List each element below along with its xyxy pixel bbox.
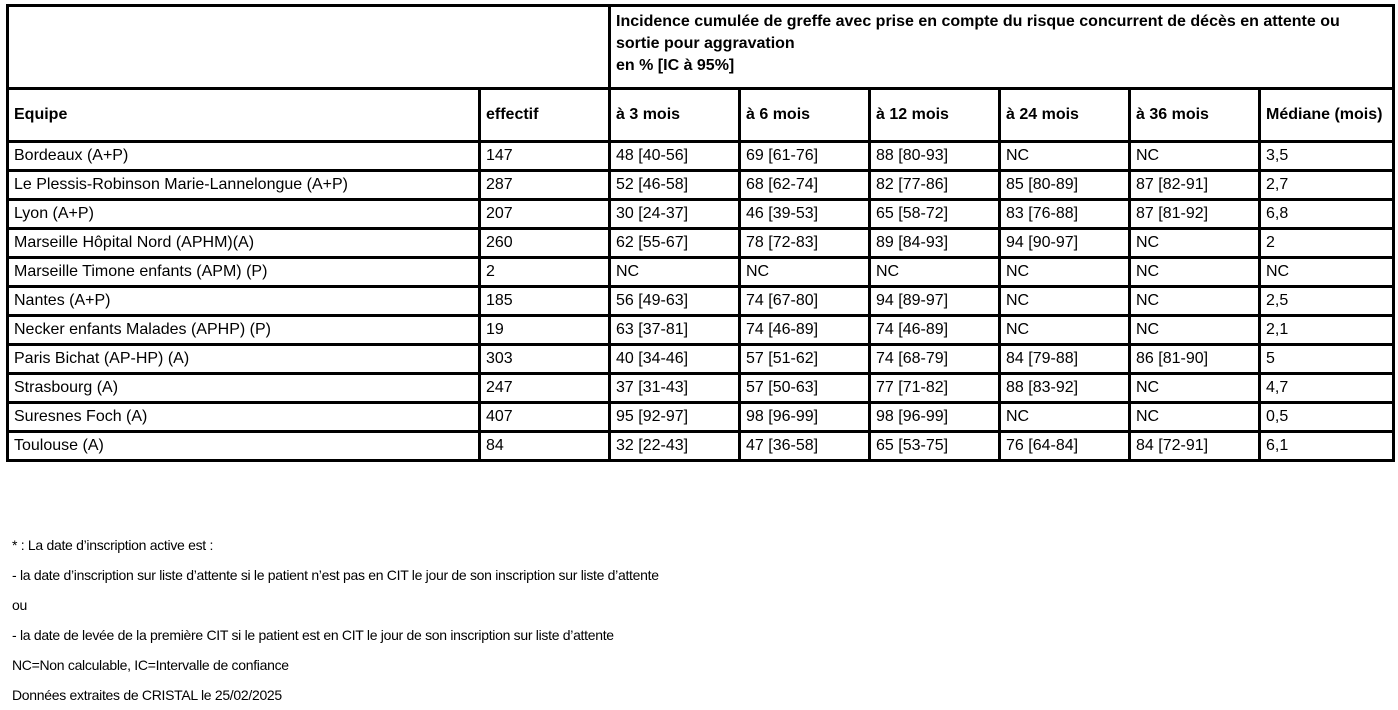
value-cell: NC bbox=[1130, 142, 1260, 171]
super-header-cell bbox=[610, 6, 1394, 89]
value-cell: 260 bbox=[480, 229, 610, 258]
table-body bbox=[8, 142, 1394, 461]
team-cell: Bordeaux (A+P) bbox=[8, 142, 480, 171]
value-cell: 2,7 bbox=[1260, 171, 1394, 200]
column-header-row bbox=[8, 89, 1394, 142]
value-cell: 303 bbox=[480, 345, 610, 374]
super-header-unit: en % [IC à 95%] bbox=[616, 57, 735, 74]
value-cell: 76 [64-84] bbox=[1000, 432, 1130, 461]
value-cell: 84 [72-91] bbox=[1130, 432, 1260, 461]
value-cell: NC bbox=[1130, 316, 1260, 345]
value-cell: 94 [89-97] bbox=[870, 287, 1000, 316]
team-cell: Suresnes Foch (A) bbox=[8, 403, 480, 432]
column-header: à 12 mois bbox=[870, 89, 1000, 142]
table-row bbox=[8, 200, 1394, 229]
footnote-line: ou bbox=[12, 597, 27, 613]
footnote-line: - la date d’inscription sur liste d’attente si le patient n’est pas en CIT le jour de son inscription sur liste d’attente bbox=[12, 567, 659, 583]
value-cell: 57 [50-63] bbox=[740, 374, 870, 403]
team-cell: Marseille Timone enfants (APM) (P) bbox=[8, 258, 480, 287]
empty-header-cell bbox=[8, 6, 610, 89]
team-cell: Marseille Hôpital Nord (APHM)(A) bbox=[8, 229, 480, 258]
team-cell: Le Plessis-Robinson Marie-Lannelongue (A+P) bbox=[8, 171, 480, 200]
team-cell: Lyon (A+P) bbox=[8, 200, 480, 229]
value-cell: 98 [96-99] bbox=[870, 403, 1000, 432]
column-header: à 36 mois bbox=[1130, 89, 1260, 142]
value-cell: 95 [92-97] bbox=[610, 403, 740, 432]
value-cell: 6,1 bbox=[1260, 432, 1394, 461]
value-cell: 69 [61-76] bbox=[740, 142, 870, 171]
value-cell: 62 [55-67] bbox=[610, 229, 740, 258]
value-cell: 3,5 bbox=[1260, 142, 1394, 171]
value-cell: 48 [40-56] bbox=[610, 142, 740, 171]
value-cell: 0,5 bbox=[1260, 403, 1394, 432]
table-row bbox=[8, 403, 1394, 432]
value-cell: 57 [51-62] bbox=[740, 345, 870, 374]
super-header-title: Incidence cumulée de greffe avec prise en compte du risque concurrent de décès en attente ou sortie pour aggravation bbox=[616, 13, 1340, 52]
value-cell: NC bbox=[1000, 258, 1130, 287]
value-cell: NC bbox=[1000, 403, 1130, 432]
footnote-line: * : La date d’inscription active est : bbox=[12, 537, 214, 553]
value-cell: 74 [46-89] bbox=[870, 316, 1000, 345]
value-cell: NC bbox=[870, 258, 1000, 287]
value-cell: 37 [31-43] bbox=[610, 374, 740, 403]
value-cell: 52 [46-58] bbox=[610, 171, 740, 200]
value-cell: 4,7 bbox=[1260, 374, 1394, 403]
column-header: à 3 mois bbox=[610, 89, 740, 142]
team-cell: Strasbourg (A) bbox=[8, 374, 480, 403]
value-cell: 74 [68-79] bbox=[870, 345, 1000, 374]
super-header-row bbox=[8, 6, 1394, 89]
value-cell: 287 bbox=[480, 171, 610, 200]
footnote-line: NC=Non calculable, IC=Intervalle de confiance bbox=[12, 657, 289, 673]
value-cell: 85 [80-89] bbox=[1000, 171, 1130, 200]
value-cell: 247 bbox=[480, 374, 610, 403]
value-cell: NC bbox=[1130, 258, 1260, 287]
column-header: Médiane (mois) bbox=[1260, 89, 1394, 142]
value-cell: 32 [22-43] bbox=[610, 432, 740, 461]
value-cell: 2,5 bbox=[1260, 287, 1394, 316]
value-cell: 74 [46-89] bbox=[740, 316, 870, 345]
value-cell: 82 [77-86] bbox=[870, 171, 1000, 200]
value-cell: 56 [49-63] bbox=[610, 287, 740, 316]
value-cell: 47 [36-58] bbox=[740, 432, 870, 461]
table-row bbox=[8, 229, 1394, 258]
column-header: à 24 mois bbox=[1000, 89, 1130, 142]
value-cell: 84 [79-88] bbox=[1000, 345, 1130, 374]
column-header: Equipe bbox=[8, 89, 480, 142]
table-row bbox=[8, 287, 1394, 316]
team-cell: Necker enfants Malades (APHP) (P) bbox=[8, 316, 480, 345]
value-cell: 207 bbox=[480, 200, 610, 229]
value-cell: 30 [24-37] bbox=[610, 200, 740, 229]
value-cell: 2 bbox=[480, 258, 610, 287]
incidence-table bbox=[6, 4, 1395, 462]
value-cell: NC bbox=[1130, 229, 1260, 258]
value-cell: 147 bbox=[480, 142, 610, 171]
value-cell: 40 [34-46] bbox=[610, 345, 740, 374]
value-cell: 88 [80-93] bbox=[870, 142, 1000, 171]
value-cell: 68 [62-74] bbox=[740, 171, 870, 200]
value-cell: NC bbox=[740, 258, 870, 287]
table-row bbox=[8, 345, 1394, 374]
value-cell: 6,8 bbox=[1260, 200, 1394, 229]
value-cell: 74 [67-80] bbox=[740, 287, 870, 316]
value-cell: 87 [82-91] bbox=[1130, 171, 1260, 200]
value-cell: NC bbox=[1000, 287, 1130, 316]
table-row bbox=[8, 171, 1394, 200]
value-cell: 88 [83-92] bbox=[1000, 374, 1130, 403]
value-cell: NC bbox=[1130, 403, 1260, 432]
value-cell: 5 bbox=[1260, 345, 1394, 374]
value-cell: 63 [37-81] bbox=[610, 316, 740, 345]
value-cell: 2,1 bbox=[1260, 316, 1394, 345]
column-header: effectif bbox=[480, 89, 610, 142]
table-row bbox=[8, 316, 1394, 345]
value-cell: 89 [84-93] bbox=[870, 229, 1000, 258]
value-cell: 65 [58-72] bbox=[870, 200, 1000, 229]
team-cell: Paris Bichat (AP-HP) (A) bbox=[8, 345, 480, 374]
value-cell: 78 [72-83] bbox=[740, 229, 870, 258]
value-cell: 407 bbox=[480, 403, 610, 432]
value-cell: 94 [90-97] bbox=[1000, 229, 1130, 258]
team-cell: Nantes (A+P) bbox=[8, 287, 480, 316]
table-row bbox=[8, 432, 1394, 461]
value-cell: 185 bbox=[480, 287, 610, 316]
value-cell: 65 [53-75] bbox=[870, 432, 1000, 461]
value-cell: NC bbox=[1130, 287, 1260, 316]
value-cell: NC bbox=[610, 258, 740, 287]
value-cell: 87 [81-92] bbox=[1130, 200, 1260, 229]
value-cell: NC bbox=[1130, 374, 1260, 403]
value-cell: NC bbox=[1260, 258, 1394, 287]
value-cell: NC bbox=[1000, 142, 1130, 171]
value-cell: 46 [39-53] bbox=[740, 200, 870, 229]
value-cell: 83 [76-88] bbox=[1000, 200, 1130, 229]
team-cell: Toulouse (A) bbox=[8, 432, 480, 461]
value-cell: NC bbox=[1000, 316, 1130, 345]
footnote-line: Données extraites de CRISTAL le 25/02/2025 bbox=[12, 687, 282, 703]
table-row bbox=[8, 258, 1394, 287]
value-cell: 86 [81-90] bbox=[1130, 345, 1260, 374]
value-cell: 2 bbox=[1260, 229, 1394, 258]
value-cell: 98 [96-99] bbox=[740, 403, 870, 432]
value-cell: 84 bbox=[480, 432, 610, 461]
table-row bbox=[8, 142, 1394, 171]
value-cell: 19 bbox=[480, 316, 610, 345]
table-row bbox=[8, 374, 1394, 403]
footnote-line: - la date de levée de la première CIT si le patient est en CIT le jour de son inscription sur liste d’attente bbox=[12, 627, 614, 643]
column-header: à 6 mois bbox=[740, 89, 870, 142]
value-cell: 77 [71-82] bbox=[870, 374, 1000, 403]
footnotes bbox=[12, 530, 659, 710]
